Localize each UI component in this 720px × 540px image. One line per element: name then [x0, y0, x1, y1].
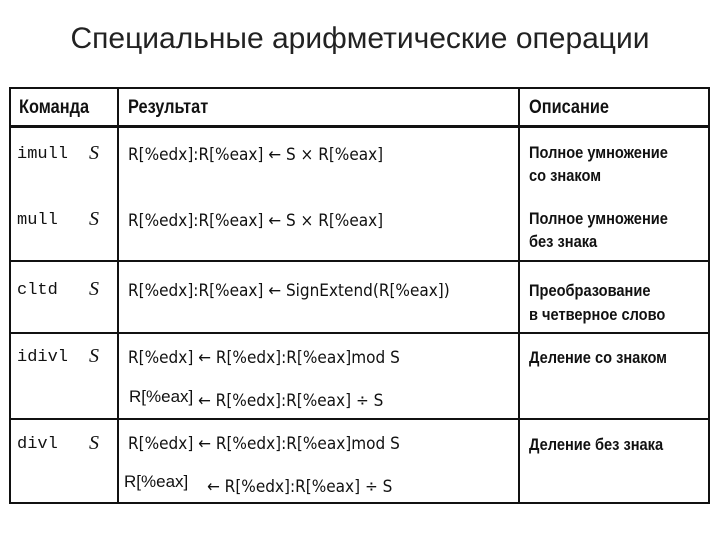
description-cltd-line2: в четверное слово [529, 305, 666, 324]
page-title: Специальные арифметические операции [70, 22, 650, 55]
operand-s: S [89, 278, 99, 300]
description-cltd-line1: Преобразование [529, 281, 651, 300]
operand-s: S [89, 142, 99, 164]
result-cltd: R[%edx]:R[%eax] ← SignExtend(R[%eax]) [128, 281, 450, 301]
description-mull-line1: Полное умножение [529, 209, 668, 228]
description-imull-line2: со знаком [529, 166, 602, 185]
header-command: Команда [19, 97, 90, 118]
row-divider [11, 260, 708, 262]
instruction-imull: imull [17, 145, 69, 164]
instruction-idivl: idivl [17, 348, 69, 367]
result-idivl-line1: R[%edx] ← R[%edx]:R[%eax]mod S [128, 348, 400, 368]
result-imull: R[%edx]:R[%eax] ← S × R[%eax] [128, 145, 384, 165]
instruction-cltd: cltd [17, 281, 58, 300]
operand-s: S [89, 208, 99, 230]
header-result: Результат [128, 97, 209, 118]
result-divl-prefix: R[%eax] [124, 472, 189, 491]
instruction-divl: divl [17, 435, 58, 454]
description-mull-line2: без знака [529, 232, 598, 251]
result-idivl-line2: ← R[%edx]:R[%eax] ÷ S [198, 391, 384, 411]
header-divider [11, 125, 708, 128]
operand-s: S [89, 345, 99, 367]
header-description: Описание [529, 97, 610, 118]
result-idivl-prefix: R[%eax] [129, 387, 194, 406]
instruction-mull: mull [17, 211, 58, 230]
column-divider [518, 89, 520, 502]
description-idivl: Деление со знаком [529, 348, 668, 367]
operand-s: S [89, 432, 99, 454]
arithmetic-operations-table [9, 87, 710, 504]
result-divl-line2: ← R[%edx]:R[%eax] ÷ S [207, 477, 393, 497]
description-divl: Деление без знака [529, 435, 664, 454]
result-mull: R[%edx]:R[%eax] ← S × R[%eax] [128, 211, 384, 231]
row-divider [11, 332, 708, 334]
description-imull-line1: Полное умножение [529, 143, 668, 162]
result-divl-line1: R[%edx] ← R[%edx]:R[%eax]mod S [128, 434, 400, 454]
column-divider [117, 89, 119, 502]
row-divider [11, 418, 708, 420]
